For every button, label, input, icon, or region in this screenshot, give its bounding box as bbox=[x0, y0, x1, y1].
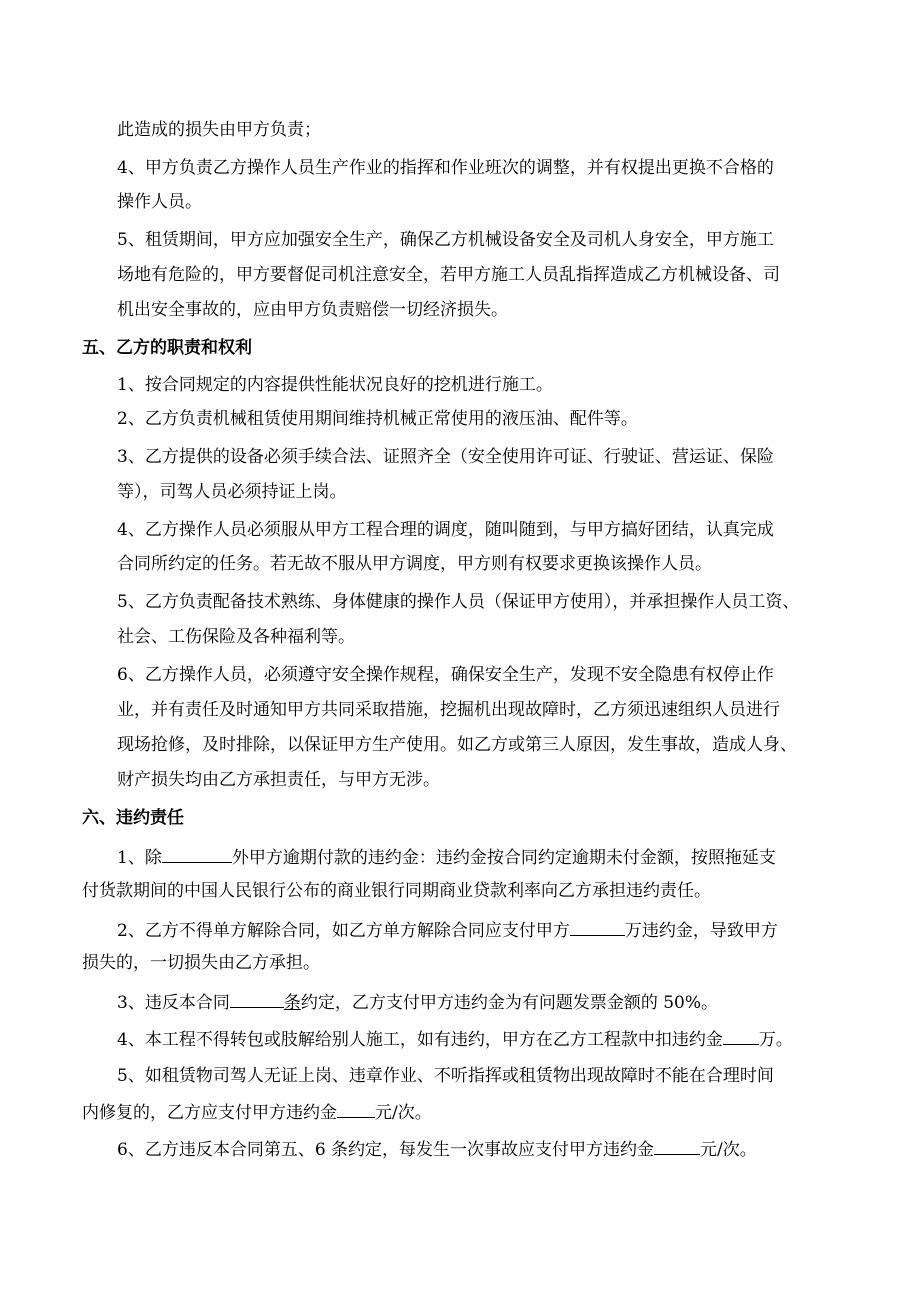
s6-item-1-text-after: 外甲方逾期付款的违约金：违约金按合同约定逾期未付金额，按照拖延支 bbox=[231, 848, 776, 868]
amount-blank[interactable] bbox=[723, 1027, 759, 1045]
amount-blank[interactable] bbox=[654, 1137, 700, 1155]
s6-item-5-text-after: 元/次。 bbox=[375, 1103, 432, 1123]
s6-item-4 bbox=[117, 1027, 793, 1051]
amount-blank[interactable] bbox=[337, 1100, 375, 1118]
s6-item-2-text-before: 2、乙方不得单方解除合同，如乙方单方解除合同应支付甲方 bbox=[117, 921, 570, 941]
s6-item-3-underlined: 条 bbox=[283, 993, 301, 1013]
s6-item-4-text-before: 4、本工程不得转包或肢解给别人施工，如有违约，甲方在乙方工程款中扣违约金 bbox=[117, 1030, 723, 1050]
s6-item-1-text-before: 1、除 bbox=[117, 848, 162, 868]
s6-item-3-text-after: 约定，乙方支付甲方违约金为有问题发票金额的 50%。 bbox=[300, 993, 719, 1013]
section-6-heading: 六、违约责任 bbox=[82, 808, 184, 828]
s6-item-6 bbox=[117, 1137, 757, 1161]
s5-item-5-line-1: 5、乙方负责配备技术熟练、身体健康的操作人员（保证甲方使用），并承担操作人员工资、 bbox=[117, 592, 800, 612]
s5-item-3-line-1: 3、乙方提供的设备必须手续合法、证照齐全（安全使用许可证、行驶证、营运证、保险 bbox=[117, 447, 774, 467]
s5-item-6-line-1: 6、乙方操作人员，必须遵守安全操作规程，确保安全生产，发现不安全隐患有权停止作 bbox=[117, 665, 774, 685]
clause-number-blank[interactable] bbox=[230, 990, 284, 1008]
paragraph-line: 此造成的损失由甲方负责； bbox=[117, 120, 321, 140]
s5-item-5-line-2: 社会、工伤保险及各种福利等。 bbox=[117, 627, 355, 647]
s6-item-4-text-after: 万。 bbox=[758, 1030, 793, 1050]
s5-item-6-line-2: 业，并有责任及时通知甲方共同采取措施，挖掘机出现故障时，乙方须迅速组织人员进行 bbox=[117, 700, 780, 720]
s6-item-1-line-1 bbox=[117, 845, 776, 869]
s6-item-3 bbox=[117, 990, 718, 1014]
section-5-heading: 五、乙方的职责和权利 bbox=[82, 338, 252, 358]
s6-item-6-text-before: 6、乙方违反本合同第五、6 条约定，每发生一次事故应支付甲方违约金 bbox=[117, 1140, 655, 1160]
clause-4-line-2: 操作人员。 bbox=[117, 192, 202, 212]
s6-item-2-text-after: 万违约金，导致甲方 bbox=[624, 921, 778, 941]
s5-item-3-line-2: 等），司驾人员必须持证上岗。 bbox=[117, 482, 347, 502]
s5-item-4-line-2: 合同所约定的任务。若无故不服从甲方调度，甲方则有权要求更换该操作人员。 bbox=[117, 554, 712, 574]
s6-item-5-line-1: 5、如租赁物司驾人无证上岗、违章作业、不听指挥或租赁物出现故障时不能在合理时间 bbox=[117, 1066, 774, 1086]
s5-item-6-line-4: 财产损失均由乙方承担责任，与甲方无涉。 bbox=[117, 770, 440, 790]
clause-5-line-2: 场地有危险的，甲方要督促司机注意安全，若甲方施工人员乱指挥造成乙方机械设备、司 bbox=[117, 265, 780, 285]
s6-item-2-line-2: 损失的，一切损失由乙方承担。 bbox=[82, 953, 320, 973]
s6-item-5-text-before: 内修复的，乙方应支付甲方违约金 bbox=[82, 1103, 337, 1123]
s6-item-2-line-1 bbox=[117, 918, 778, 942]
s6-item-3-text-before: 3、违反本合同 bbox=[117, 993, 230, 1013]
s6-item-1-line-2: 付货款期间的中国人民银行公布的商业银行同期商业贷款利率向乙方承担违约责任。 bbox=[82, 881, 711, 901]
s5-item-6-line-3: 现场抢修，及时排除，以保证甲方生产使用。如乙方或第三人原因，发生事故，造成人身、 bbox=[117, 735, 797, 755]
s5-item-4-line-1: 4、乙方操作人员必须服从甲方工程合理的调度，随叫随到，与甲方搞好团结，认真完成 bbox=[117, 520, 774, 540]
s5-item-2: 2、乙方负责机械租赁使用期间维持机械正常使用的液压油、配件等。 bbox=[117, 409, 638, 429]
clause-5-line-3: 机出安全事故的，应由甲方负责赔偿一切经济损失。 bbox=[117, 300, 508, 320]
s6-item-6-text-after: 元/次。 bbox=[700, 1140, 757, 1160]
s5-item-1: 1、按合同规定的内容提供性能状况良好的挖机进行施工。 bbox=[117, 375, 553, 395]
s6-item-5-line-2 bbox=[82, 1100, 432, 1124]
clause-4-line-1: 4、甲方负责乙方操作人员生产作业的指挥和作业班次的调整，并有权提出更换不合格的 bbox=[117, 158, 774, 178]
clause-5-line-1: 5、租赁期间，甲方应加强安全生产，确保乙方机械设备安全及司机人身安全，甲方施工 bbox=[117, 230, 774, 250]
amount-blank[interactable] bbox=[162, 845, 232, 863]
amount-blank[interactable] bbox=[570, 918, 625, 936]
